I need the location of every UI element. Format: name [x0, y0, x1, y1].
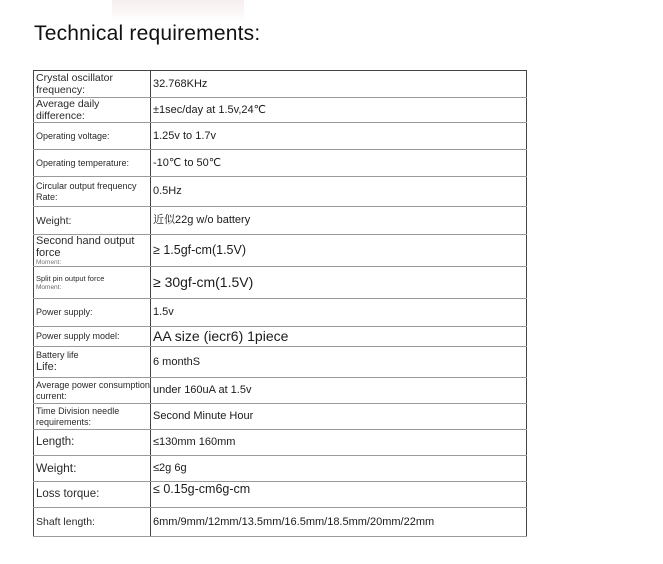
table-row [34, 150, 527, 177]
spec-value: ≤ 0.15g-cm6g-cm [151, 482, 527, 508]
table-row [34, 123, 527, 150]
spec-label: Time Division needle requirements: [34, 404, 151, 430]
spec-label: Crystal oscillator frequency: [34, 71, 151, 98]
spec-label-line: Life: [36, 361, 57, 373]
table-row [34, 98, 527, 123]
spec-label: Shaft length: [34, 508, 151, 537]
spec-label-line: Rate: [36, 191, 58, 202]
table-row [34, 177, 527, 207]
spec-label [34, 235, 151, 267]
spec-label-line: Circular output frequency [36, 180, 137, 191]
spec-label [34, 347, 151, 378]
spec-value: ≥ 1.5gf-cm(1.5V) [151, 235, 527, 267]
spec-value: 6 monthS [151, 347, 527, 378]
spec-value: under 160uA at 1.5v [151, 378, 527, 404]
table-row [34, 404, 527, 430]
spec-value: 32.768KHz [151, 71, 527, 98]
table-row [34, 299, 527, 327]
spec-label: Weight: [34, 456, 151, 482]
page-title: Technical requirements: [34, 22, 261, 45]
spec-label: Average power consumption current: [34, 378, 151, 404]
spec-label-line: Moment: [36, 283, 62, 291]
spec-value: 1.25v to 1.7v [151, 123, 527, 150]
spec-value: 近似22g w/o battery [151, 207, 527, 235]
spec-label: Average daily difference: [34, 98, 151, 123]
spec-value: ≤2g 6g [151, 456, 527, 482]
table-row [34, 267, 527, 299]
spec-label [34, 177, 151, 207]
spec-label: Operating temperature: [34, 150, 151, 177]
table-row [34, 456, 527, 482]
spec-value: ≥ 30gf-cm(1.5V) [151, 267, 527, 299]
table-row [34, 378, 527, 404]
spec-value: 1.5v [151, 299, 527, 327]
top-image-fragment [112, 0, 244, 22]
spec-label-line: Split pin output force [36, 273, 105, 283]
spec-table [33, 70, 527, 537]
spec-value: 0.5Hz [151, 177, 527, 207]
table-row [34, 71, 527, 98]
spec-label-line: Battery life [36, 350, 79, 360]
spec-label: Loss torque: [34, 482, 151, 508]
table-row [34, 430, 527, 456]
spec-label: Weight: [34, 207, 151, 235]
spec-value: AA size (iecr6) 1piece [151, 327, 527, 347]
spec-label-line: Second hand output force [36, 235, 135, 259]
spec-label [34, 267, 151, 299]
spec-value: ≤130mm 160mm [151, 430, 527, 456]
spec-label: Power supply model: [34, 327, 151, 347]
spec-label: Power supply: [34, 299, 151, 327]
spec-label: Operating voltage: [34, 123, 151, 150]
spec-value: Second Minute Hour [151, 404, 527, 430]
table-row [34, 235, 527, 267]
table-row [34, 347, 527, 378]
spec-value: 6mm/9mm/12mm/13.5mm/16.5mm/18.5mm/20mm/22mm [151, 508, 527, 537]
spec-value: -10℃ to 50℃ [151, 150, 527, 177]
spec-value: ±1sec/day at 1.5v,24℃ [151, 98, 527, 123]
spec-label: Length: [34, 430, 151, 456]
table-row [34, 207, 527, 235]
table-row [34, 508, 527, 537]
table-row [34, 482, 527, 508]
table-row [34, 327, 527, 347]
spec-label-line: Moment: [36, 259, 62, 266]
